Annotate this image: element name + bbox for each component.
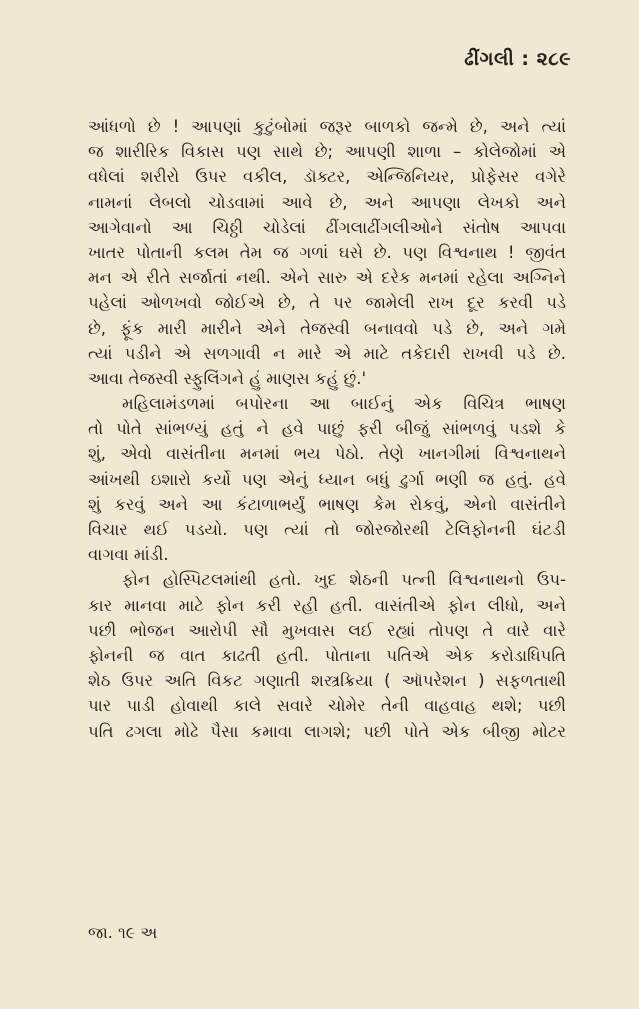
text-line: વિચાર થઈ પડયો. પણ ત્યાં તો જોરજોરથી ટેલિફોનની ઘંટડી — [88, 520, 566, 539]
text-line: આવા તેજસ્વી સ્ફુલિંગને હું માણસ કહું છું.' — [88, 368, 367, 388]
text-line: નામનાં લેબલો ચોડવામાં આવે છે, અને આપણા લેખકો અને — [88, 192, 566, 212]
text-line: પાર પાડી હોવાથી કાલે સવારે ચોમેર તેની વાહવાહ થશે; પછી — [88, 696, 566, 716]
text-line: મન એ રીતે સર્જાતાં નથી. એને સારુ એ દરેક મનમાં રહેલા અગ્નિને — [88, 268, 566, 288]
text-line: છે, ફૂંક મારી મારીને એને તેજસ્વી બનાવવો પડે છે, અને ગમે — [88, 318, 566, 338]
text-line: શું કરવું અને આ કંટાળાભર્યું ભાષણ કેમ રોકવું, એનો વાસંતીને — [88, 494, 566, 514]
text-line: વાગવા માંડી. — [88, 545, 169, 565]
text-line: આંધળો છે ! આપણાં કુટુંબોમાં જરૂર બાળકો જન્મે છે, અને ત્યાં — [88, 117, 566, 136]
text-line: શેઠ ઉપર અતિ વિકટ ગણાતી શસ્ત્રક્રિયા ( ઑપરેશન ) સફળતાથી — [88, 671, 566, 691]
body-text — [88, 114, 566, 744]
text-line: ફોન હોસ્પિટલમાંથી હતો. ખુદ શેઠની પત્ની વિશ્વનાથનો ઉપ- — [122, 570, 566, 590]
text-line: કાર માનવા માટે ફોન કરી રહી હતી. વાસંતીએ ફોન લીધો, અને — [88, 595, 566, 615]
text-line: શું, એવો વાસંતીના મનમાં ભય પેઠો. તેણે ખાનગીમાં વિશ્વનાથને — [88, 444, 566, 464]
text-line: મહિલામંડળમાં બપોરના આ બાઈનું એક વિચિત્ર ભાષણ — [122, 394, 566, 414]
text-line: આંખથી ઇશારો કર્યો પણ એનું ધ્યાન બધું ઢુર્ગા ભણી જ હતું. હવે — [88, 469, 566, 489]
text-line: પછી ભોજન આરોપી સૌ મુખવાસ લઈ રહ્યાં તોપણ તે વારે વારે — [88, 620, 566, 640]
text-line: આગેવાનો આ ચિઠ્ઠી ચોડેલાં ઢીંગલાઢીંગલીઓને સંતોષ આપવા — [88, 217, 566, 237]
text-line: જ શારીરિક વિકાસ પણ સાથે છે; આપણી શાળા – કોલેજોમાં એ — [88, 142, 566, 162]
text-line: ત્યાં પડીને એ સળગાવી ન મારે એ માટે તકેદારી રાખવી પડે છે. — [88, 343, 566, 363]
text-line: તો પોતે સાંભળ્યું હતું ને હવે પાછું ફરી બીજું સાંભળવું પડશે કે — [88, 419, 566, 439]
text-line: પતિ ઢગલા મોઢે પૈસા કમાવા લાગશે; પછી પોતે એક બીજી મોટર — [88, 721, 566, 741]
text-line: વધેલાં શરીરો ઉપર વકીલ, ડૉક્ટર, એન્જિનિયર, પ્રોફેસર વગેરે — [88, 167, 566, 187]
paragraph-3 — [88, 567, 566, 743]
paragraph-2 — [88, 391, 566, 567]
text-line: ખાતર પોતાની કલમ તેમ જ ગળાં ઘસે છે. પણ વિશ્વનાથ ! જીવંત — [88, 242, 566, 262]
paragraph-1 — [88, 114, 566, 391]
text-line: પહેલાં ઓળખવો જોઈએ છે, તે પર જામેલી રાખ દૂર કરવી પડે — [88, 293, 566, 313]
signature-mark: જા. ૧૯ અ — [88, 923, 158, 942]
text-line: ફોનની જ વાત કાઢતી હતી. પોતાના પતિએ એક કરોડાધિપતિ — [88, 645, 566, 665]
running-header: ઢીંગલી : ૨૮૯ — [464, 48, 571, 70]
